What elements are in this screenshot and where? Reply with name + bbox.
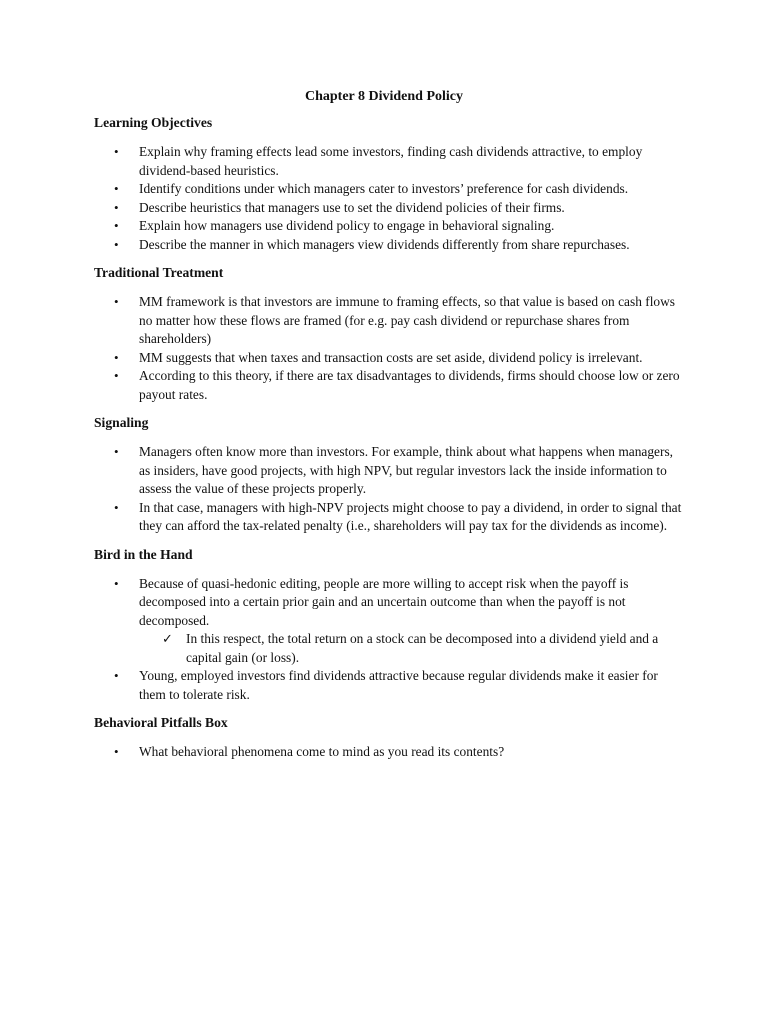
section-heading: Traditional Treatment [94,265,224,280]
section-learning-objectives [94,114,684,254]
bullet-icon: • [114,236,119,252]
list-item-text: Because of quasi-hedonic editing, people are more willing to accept risk when the payoff is decomposed into a certain prior gain and an uncertain outcome than when the payoff is not decomposed. [139,575,629,628]
bullet-list [94,575,684,705]
list-item-text: What behavioral phenomena come to mind as you read its contents? [139,744,505,759]
bullet-icon: • [114,349,119,365]
section-heading: Bird in the Hand [94,546,193,562]
list-item-text: Young, employed investors find dividends attractive because regular dividends make it easier for them to tolerate risk. [139,668,658,702]
list-item-text: In this respect, the total return on a stock can be decomposed into a dividend yield and a capital gain (or loss). [186,631,659,665]
bullet-icon: • [114,499,119,515]
list-item-text: MM framework is that investors are immune to framing effects, so that value is based on cash flows no matter how these flows are framed (for e.g. pay cash dividend or repurchase shares from shareholders) [139,294,675,346]
list-item-text: In that case, managers with high-NPV projects might choose to pay a dividend, in order to signal that they can afford the tax-related penalty (i.e., shareholders will pay tax for the dividends as income). [139,499,682,533]
bullet-list [94,743,684,762]
list-item-text: Explain how managers use dividend policy to engage in behavioral signaling. [139,218,555,233]
list-item [94,143,684,180]
list-item [94,443,684,499]
list-item-text: MM suggests that when taxes and transaction costs are set aside, dividend policy is irrelevant. [139,349,643,365]
list-item [94,575,684,631]
list-item-text: According to this theory, if there are tax disadvantages to dividends, firms should choose low or zero payout rates. [139,368,680,402]
list-item-text: Identify conditions under which managers cater to investors’ preference for cash dividends. [139,181,629,196]
list-item [94,293,684,349]
section-signaling [94,414,684,536]
list-item [94,349,684,368]
bullet-icon: • [114,368,119,383]
list-item [94,180,684,199]
list-item-text: Managers often know more than investors. For example, think about what happens when managers, as insiders, have good projects, with high NPV, but regular investors lack the inside information to assess the value of these projects properly. [139,444,674,496]
section-traditional-treatment [94,264,684,404]
bullet-icon: • [114,668,119,683]
bullet-icon: • [114,294,119,309]
bullet-icon: • [114,199,119,215]
list-item-text: Explain why framing effects lead some investors, finding cash dividends attractive, to employ dividend-based heuristics. [139,144,643,178]
bullet-icon: • [114,144,119,159]
section-heading: Signaling [94,415,149,430]
bullet-icon: • [114,181,119,196]
section-heading: Learning Objectives [94,115,213,130]
sub-list-item [94,630,684,667]
list-item [94,667,684,704]
list-item-text: Describe the manner in which managers view dividends differently from share repurchases. [139,236,630,252]
list-item [94,217,684,236]
document-body [94,114,684,772]
bullet-list [94,143,684,254]
list-item [94,367,684,404]
page-title: Chapter 8 Dividend Policy [304,89,464,104]
list-item [94,199,684,218]
list-item-text: Describe heuristics that managers use to set the dividend policies of their firms. [139,199,565,215]
section-behavioral-pitfalls-box [94,714,684,762]
bullet-list [94,443,684,536]
bullet-icon: • [114,575,119,591]
bullet-icon: • [114,218,119,233]
section-heading: Behavioral Pitfalls Box [94,715,228,730]
list-item [94,743,684,762]
list-item [94,499,684,536]
section-bird-in-the-hand [94,546,684,705]
bullet-icon: • [114,744,119,759]
bullet-icon: • [114,444,119,459]
checkmark-icon: ✓ [162,631,173,646]
list-item [94,236,684,255]
bullet-list [94,293,684,404]
